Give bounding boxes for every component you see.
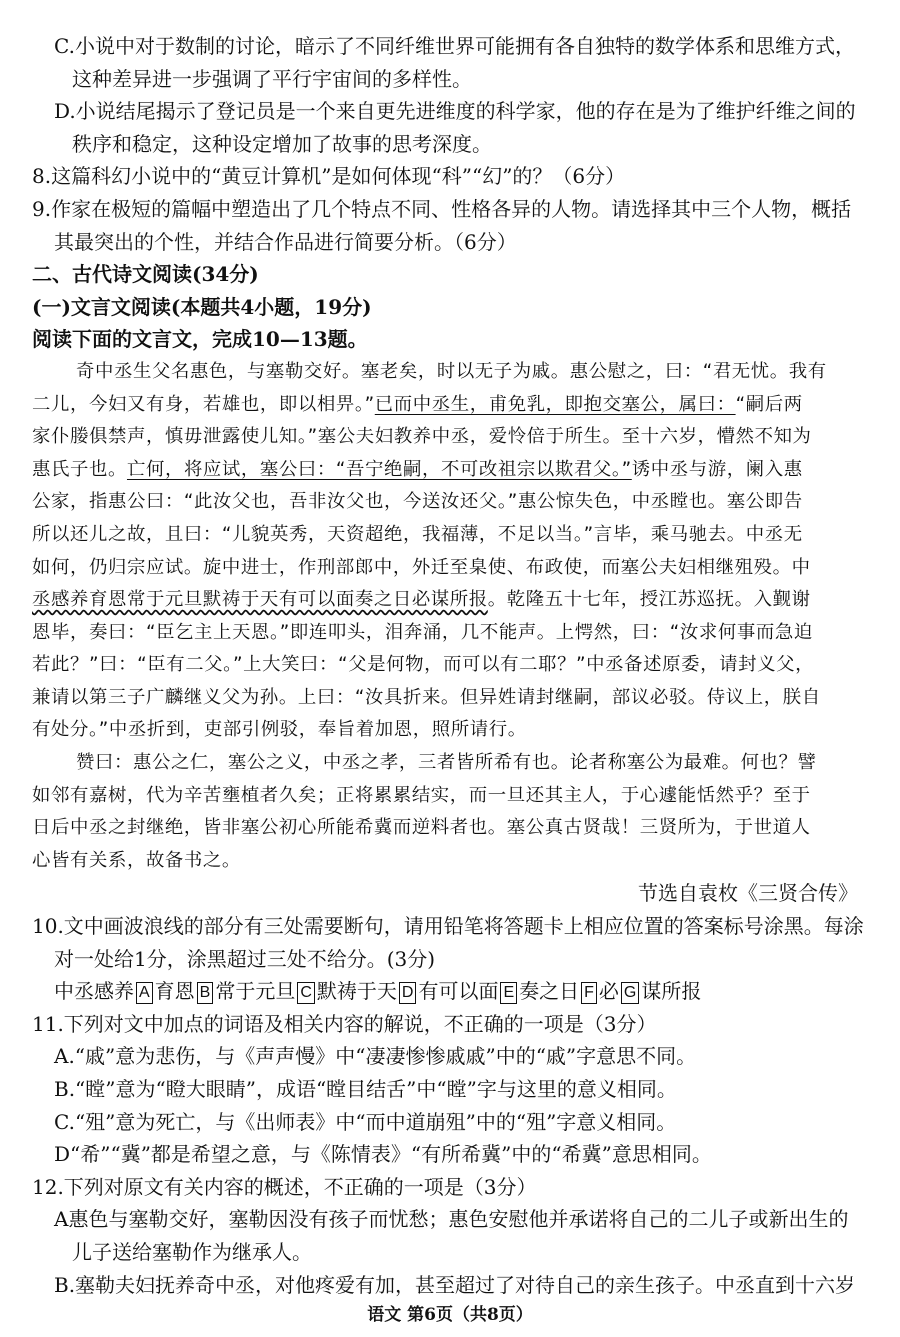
answer-box-d: D xyxy=(399,982,417,1004)
section-heading: 二、古代诗文阅读(34分) xyxy=(32,262,259,287)
wavy-underlined-segment: 丞感养育恩常于元旦默祷于天有可以面奏之日必谋所报 xyxy=(32,589,488,611)
reading-instruction: 阅读下面的文言文，完成10—13题。 xyxy=(32,327,368,352)
passage-line: 丞感养育恩常于元旦默祷于天有可以面奏之日必谋所报。乾隆五十七年，授江苏巡抚。入觐谢 xyxy=(32,589,811,611)
answer-box-g: G xyxy=(621,982,639,1004)
passage-line: 兼请以第三子广麟继义父为孙。上曰：“汝具折来。但异姓请封继嗣，部议必驳。侍议上，朕自 xyxy=(32,686,821,708)
passage-line: 如邻有嘉树，代为辛苦壅植者久矣；正将累累结实，而一旦还其主人，于心遽能恬然乎？至于 xyxy=(32,784,811,806)
question-11-option-c: C.“殂”意为死亡，与《出师表》中“而中道崩殂”中的“殂”字意义相同。 xyxy=(54,1109,677,1134)
passage-line: 奇中丞生父名惠色，与塞勒交好。塞老矣，时以无子为戚。惠公慰之，曰：“君无忧。我有 xyxy=(76,360,827,382)
question-11-option-b: B.“瞠”意为“瞪大眼睛”，成语“瞠目结舌”中“瞠”字与这里的意义相同。 xyxy=(54,1077,677,1101)
subsection-heading: (一)文言文阅读(本题共4小题，19分) xyxy=(32,294,372,319)
passage-line: 惠氏子也。亡何，将应试，塞公曰：“吾宁绝嗣，不可改祖宗以欺君父。”诱中丞与游，阑入惠 xyxy=(32,458,803,480)
question-12-option-a-line2: 儿子送给塞勒作为继承人。 xyxy=(72,1239,312,1264)
question-12: 12.下列对原文有关内容的概述，不正确的一项是（3分） xyxy=(32,1174,537,1199)
question-10-line2: 对一处给1分，涂黑超过三处不给分。(3分) xyxy=(54,946,436,971)
question-12-option-b-line1: B.塞勒夫妇抚养奇中丞，对他疼爱有加，甚至超过了对待自己的亲生孩子。中丞直到十六岁 xyxy=(54,1272,856,1297)
question-10-line1: 10.文中画波浪线的部分有三处需要断句，请用铅笔将答题卡上相应位置的答案标号涂黑。每涂 xyxy=(32,914,864,939)
answer-box-a: A xyxy=(136,982,153,1004)
question-9-line2: 其最突出的个性，并结合作品进行简要分析。（6分） xyxy=(54,229,517,254)
option-d-line2: 秩序和稳定，这种设定增加了故事的思考深度。 xyxy=(72,131,492,156)
option-c-line2: 这种差异进一步强调了平行宇宙间的多样性。 xyxy=(72,66,472,91)
underlined-sentence: 已而中丞生，甫免乳，即抱交塞公，属曰： xyxy=(374,393,736,415)
punctuation-options: 中丞感养 A 育恩 B 常于元旦 C 默祷于天 D 有可以面 E 奏之日 F 必 G 谋所报 xyxy=(54,979,702,1004)
passage-line: 有处分。”中丞折到，吏部引例驳，奉旨着加恩，照所请行。 xyxy=(32,719,527,741)
question-9-line1: 9.作家在极短的篇幅中塑造出了几个特点不同、性格各异的人物。请选择其中三个人物，概括 xyxy=(32,196,852,221)
question-11-option-d: D“希”“冀”都是希望之意，与《陈情表》“有所希冀”中的“希冀”意思相同。 xyxy=(54,1142,712,1167)
question-11: 11.下列对文中加点的词语及相关内容的解说，不正确的一项是（3分） xyxy=(32,1011,657,1036)
page-footer: 语文 第6页（共8页） xyxy=(367,1305,533,1325)
passage-line: 家仆媵俱禁声，慎毋泄露使儿知。”塞公夫妇教养中丞，爱怜倍于所生。至十六岁，懵然不知为 xyxy=(32,426,812,448)
classical-passage xyxy=(32,356,868,878)
passage-line: 心皆有关系，故备书之。 xyxy=(32,849,241,871)
passage-line: 赞曰：惠公之仁，塞公之义，中丞之孝，三者皆所希有也。论者称塞公为最难。何也？譬 xyxy=(76,752,817,774)
question-12-option-a-line1: A惠色与塞勒交好，塞勒因没有孩子而忧愁；惠色安慰他并承诺将自己的二儿子或新出生的 xyxy=(54,1207,849,1232)
passage-line: 所以还儿之故，且曰：“儿貌英秀，天资超绝，我福薄，不足以当。”言毕，乘马驰去。中丞无 xyxy=(32,523,803,545)
question-11-option-a: A.“戚”意为悲伤，与《声声慢》中“凄凄惨惨戚戚”中的“戚”字意思不同。 xyxy=(54,1044,697,1069)
answer-box-e: E xyxy=(500,982,517,1004)
option-d-line1: D.小说结尾揭示了登记员是一个来自更先进维度的科学家，他的存在是为了维护纤维之间的 xyxy=(54,99,856,124)
answer-box-f: F xyxy=(581,982,597,1004)
passage-line: 如何，仍归宗应试。旋中进士，作刑部郎中，外迁至臬使、布政使，而塞公夫妇相继殂殁。中 xyxy=(32,556,811,578)
passage-line: 日后中丞之封继绝，皆非塞公初心所能希冀而逆料者也。塞公真古贤哉！三贤所为，于世道人 xyxy=(32,817,811,839)
underlined-sentence: 亡何，将应试，塞公曰：“吾宁绝嗣，不可改祖宗以欺君父。” xyxy=(126,458,632,480)
option-c-line1: C.小说中对于数制的讨论，暗示了不同纤维世界可能拥有各自独特的数学体系和思维方式， xyxy=(54,34,855,58)
answer-box-c: C xyxy=(297,982,315,1004)
source-citation: 节选自袁枚《三贤合传》 xyxy=(638,881,858,906)
question-8: 8.这篇科幻小说中的“黄豆计算机”是如何体现“科”“幻”的？（6分） xyxy=(32,164,626,189)
passage-line: 恩毕，奏曰：“臣乞主上天恩。”即连叩头，泪奔涌，几不能声。上愕然，曰：“汝求何事而急迫 xyxy=(32,621,813,643)
passage-line: 二儿，今妇又有身，若雄也，即以相畀。”已而中丞生，甫免乳，即抱交塞公，属曰：“嗣后两 xyxy=(32,393,803,415)
passage-line: 公家，指惠公曰：“此汝父也，吾非汝父也，今送汝还父。”惠公惊失色，中丞瞠也。塞公即告 xyxy=(32,491,803,513)
answer-box-b: B xyxy=(197,982,214,1004)
passage-line: 若此？”曰：“臣有二父。”上大笑曰：“父是何物，而可以有二耶？”中丞备述原委，请封义父， xyxy=(32,654,815,676)
